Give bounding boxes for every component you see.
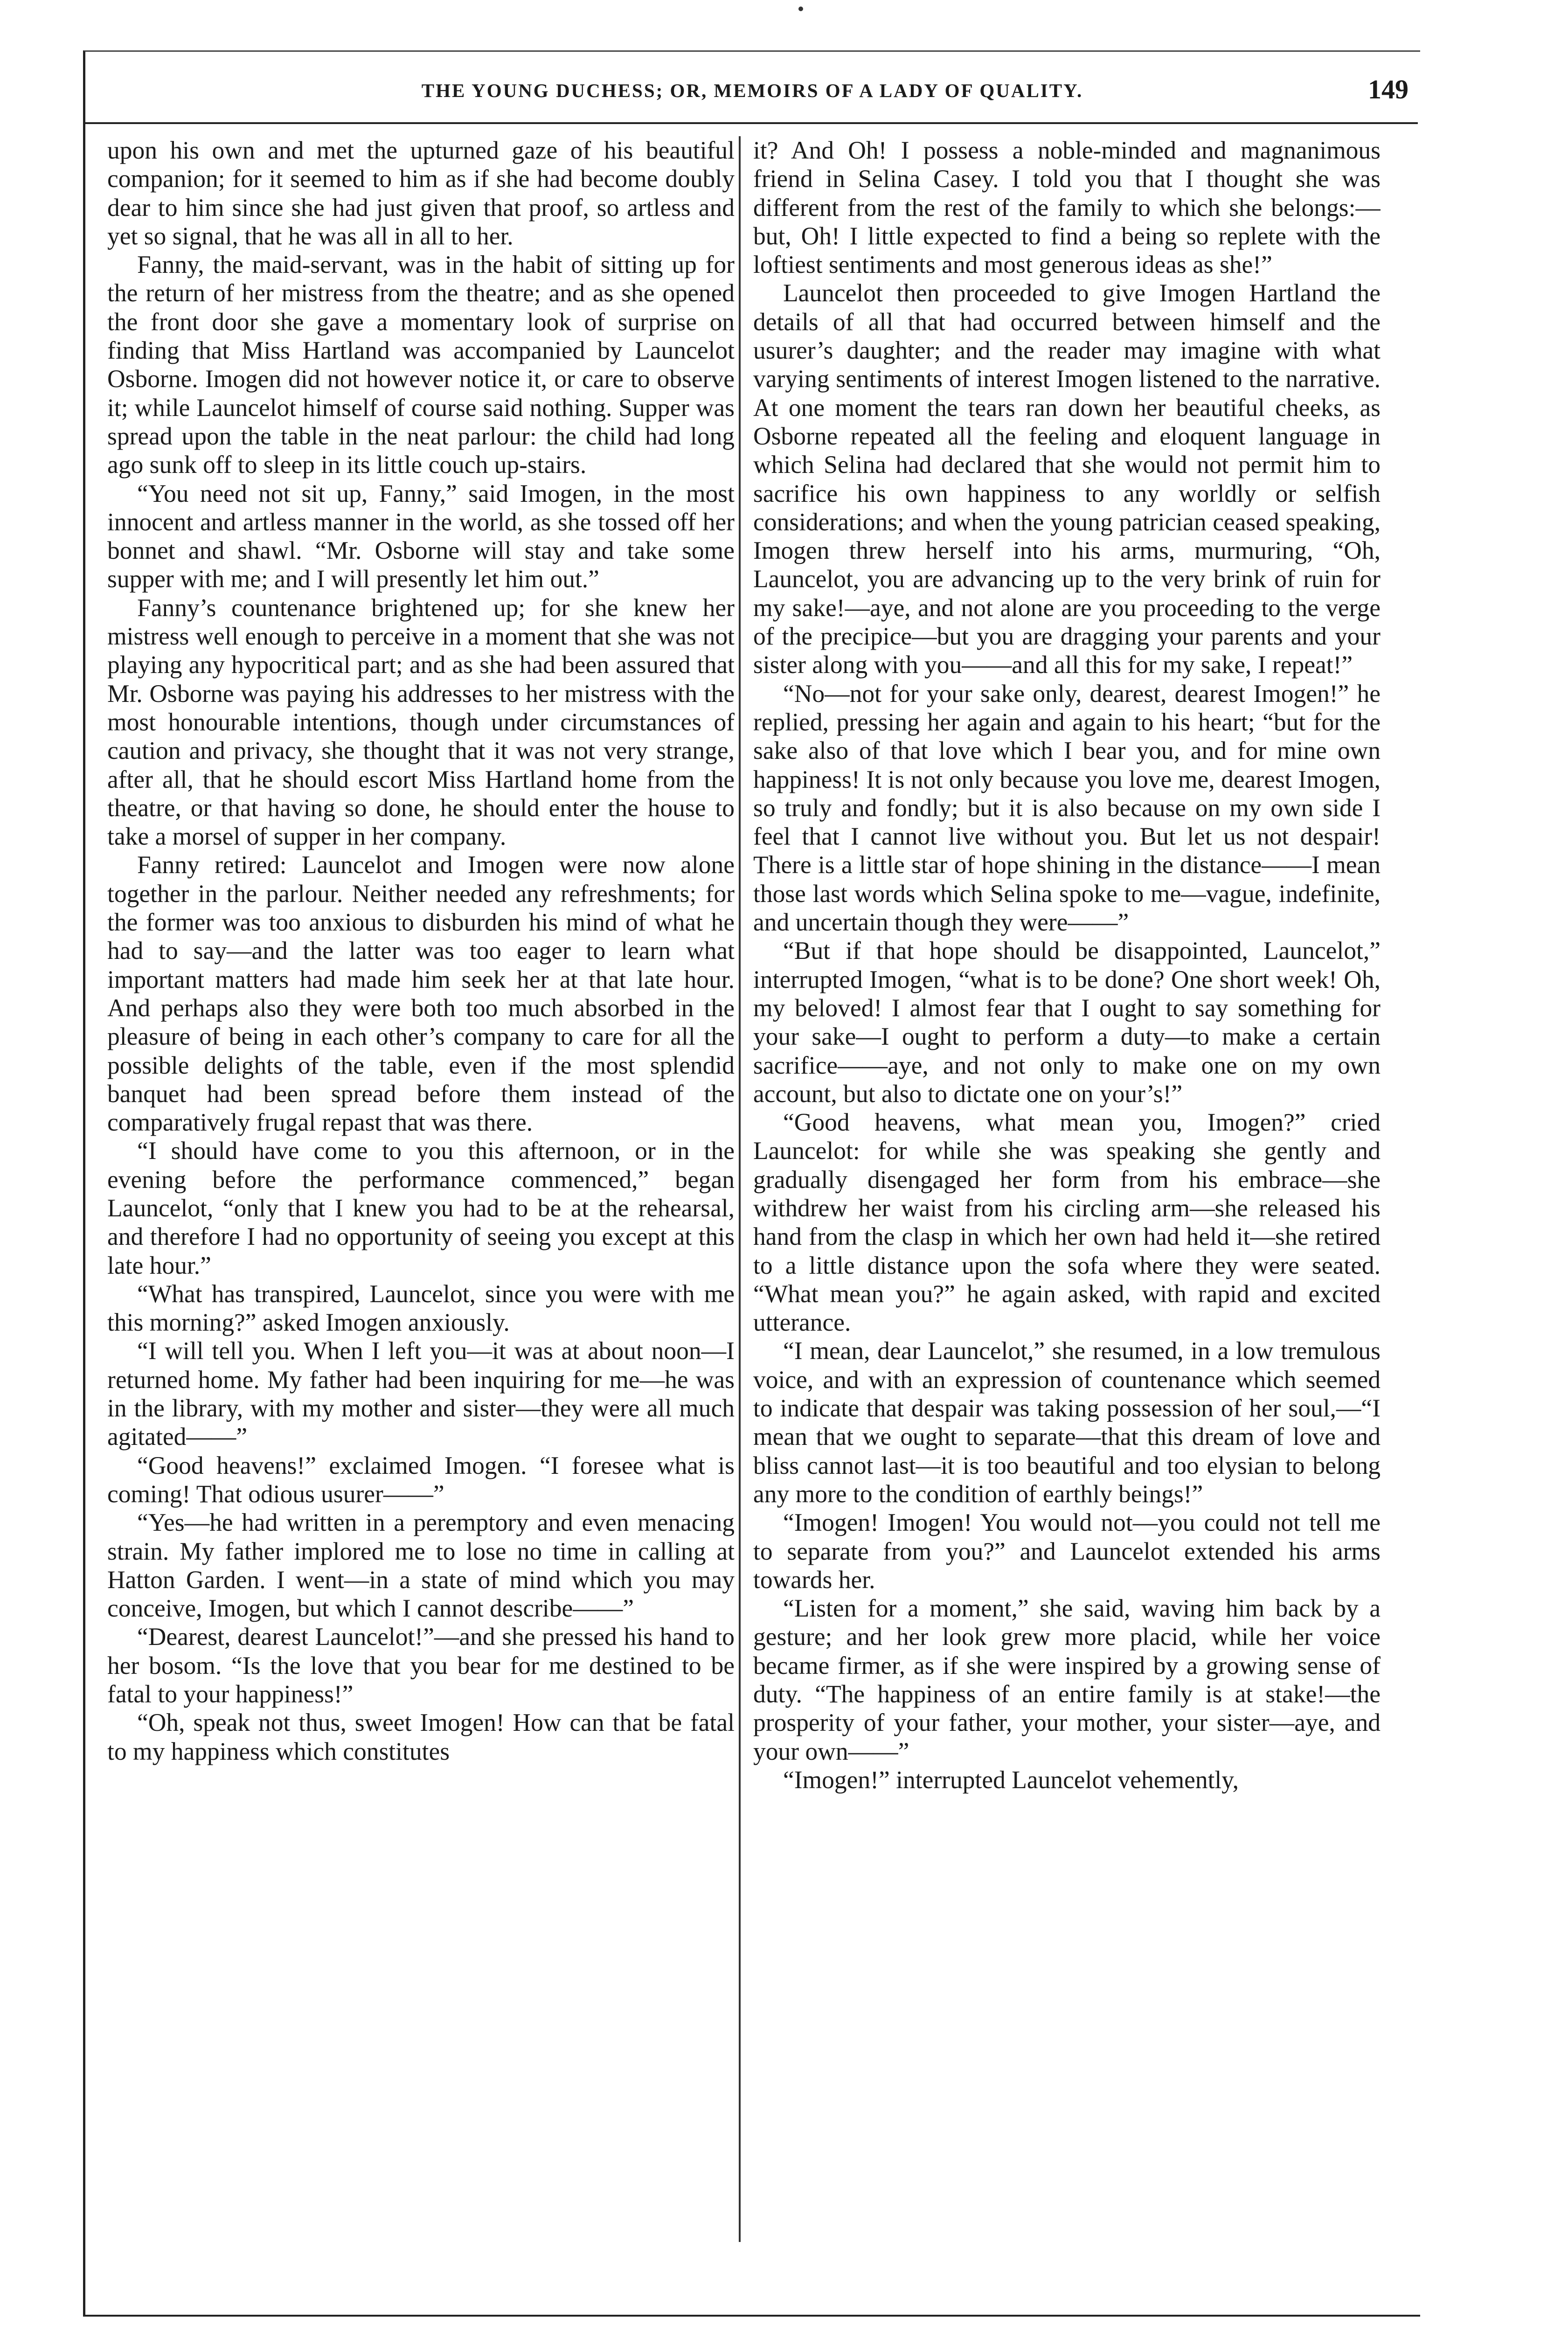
running-title: THE YOUNG DUCHESS; OR, MEMOIRS OF A LADY OF QUALITY. — [421, 80, 1083, 101]
paragraph: Fanny’s countenance brightened up; for she knew her mistress well enough to perceive in a moment that she was not playing any hypocritical part; and as she had been assured that Mr. Osborne was paying his addresses to her mistress with the most honourable intentions, though under circumstances of caution and privacy, she thought that it was not very strange, after all, that he should escort Miss Hartland home from the theatre, or that having so done, he should enter the house to take a morsel of supper in her company. — [107, 593, 735, 851]
paragraph: “I mean, dear Launcelot,” she resumed, in a low tremulous voice, and with an expression of countenance which seemed to indicate that despair was taking possession of her soul,—“I mean that we ought to separate—that this dream of love and bliss cannot last—it is too beautiful and too elysian to belong any more to the condition of earthly beings!” — [753, 1337, 1381, 1508]
paragraph: “No—not for your sake only, dearest, dearest Imogen!” he replied, pressing her again and again to his heart; “but for the sake also of that love which I bear you, and for mine own happiness! It is not only because you love me, dearest Imogen, so truly and fondly; but it is also because on my own side I feel that I cannot live without you. But let us not despair! There is a little star of hope shining in the distance——I mean those last words which Selina spoke to me—vague, indefinite, and uncertain though they were——” — [753, 679, 1381, 937]
paragraph: “Good heavens, what mean you, Imogen?” cried Launcelot: for while she was speaking she gently and gradually disengaged her form from his embrace—she withdrew her waist from his circling arm—she released his hand from the clasp in which her own had held it—she retired to a little distance upon the sofa where they were seated. “What mean you?” he again asked, with rapid and excited utterance. — [753, 1108, 1381, 1337]
paragraph: “But if that hope should be disappointed, Launcelot,” interrupted Imogen, “what is to be done? One short week! Oh, my beloved! I almost fear that I ought to say something for your sake—I ought to perform a duty—to make a certain sacrifice——aye, and not only to make one on my own account, but also to dictate one on your’s!” — [753, 937, 1381, 1108]
paragraph: “What has transpired, Launcelot, since you were with me this morning?” asked Imogen anxiously. — [107, 1279, 735, 1337]
paragraph: “Oh, speak not thus, sweet Imogen! How can that be fatal to my happiness which constitutes — [107, 1708, 735, 1765]
paragraph: “Imogen! Imogen! You would not—you could not tell me to separate from you?” and Launcelot extended his arms towards her. — [753, 1508, 1381, 1594]
paragraph: Fanny retired: Launcelot and Imogen were now alone together in the parlour. Neither needed any refreshments; for the former was too anxious to disburden his mind of what he had to say—and the latter was too eager to learn what important matters had made him seek her at that late hour. And perhaps also they were both too much absorbed in the pleasure of being in each other’s company to care for all the possible delights of the table, even if the most splendid banquet had been spread before them instead of the comparatively frugal repast that was there. — [107, 851, 735, 1137]
paragraph: “I should have come to you this afternoon, or in the evening before the performance commenced,” began Launcelot, “only that I knew you had to be at the rehearsal, and therefore I had no opportunity of seeing you except at this late hour.” — [107, 1137, 735, 1279]
column-divider — [739, 136, 741, 2242]
header-rule — [83, 122, 1418, 124]
paragraph: “You need not sit up, Fanny,” said Imogen, in the most innocent and artless manner in the world, as she tossed off her bonnet and shawl. “Mr. Osborne will stay and take some supper with me; and I will presently let him out.” — [107, 479, 735, 593]
right-column — [753, 136, 1381, 2254]
paragraph: “Listen for a moment,” she said, waving him back by a gesture; and her look grew more placid, while her voice became firmer, as if she were inspired by a growing sense of duty. “The happiness of an entire family is at stake!—the prosperity of your father, your mother, your sister—aye, and your own——” — [753, 1594, 1381, 1765]
paragraph: it? And Oh! I possess a noble-minded and magnanimous friend in Selina Casey. I told you that I thought she was different from the rest of the family to which she belongs:—but, Oh! I little expected to find a being so replete with the loftiest sentiments and most generous ideas as she!” — [753, 136, 1381, 279]
paragraph: Fanny, the maid-servant, was in the habit of sitting up for the return of her mistress from the theatre; and as she opened the front door she gave a momentary look of surprise on finding that Miss Hartland was accompanied by Launcelot Osborne. Imogen did not however notice it, or care to observe it; while Launcelot himself of course said nothing. Supper was spread upon the table in the neat parlour: the child had long ago sunk off to sleep in its little couch up-stairs. — [107, 250, 735, 479]
page-number: 149 — [1368, 74, 1408, 104]
paragraph: Launcelot then proceeded to give Imogen Hartland the details of all that had occurred between himself and the usurer’s daughter; and the reader may imagine with what varying sentiments of interest Imogen listened to the narrative. At one moment the tears ran down her beautiful cheeks, as Osborne repeated all the feeling and eloquent language in which Selina had declared that she would not permit him to sacrifice his own happiness to any worldly or selfish considerations; and when the young patrician ceased speaking, Imogen threw herself into his arms, murmuring, “Oh, Launcelot, you are advancing up to the very brink of ruin for my sake!—aye, and not alone are you proceeding to the verge of the precipice—but you are dragging your parents and your sister along with you——and all this for my sake, I repeat!” — [753, 279, 1381, 679]
paragraph: “I will tell you. When I left you—it was at about noon—I returned home. My father had been inquiring for me—he was in the library, with my mother and sister—they were all much agitated——” — [107, 1337, 735, 1451]
paragraph: upon his own and met the upturned gaze of his beautiful companion; for it seemed to him as if she had become doubly dear to him since she had just given that proof, so artless and yet so signal, that he was all in all to her. — [107, 136, 735, 250]
left-column — [107, 136, 735, 2254]
paragraph: “Imogen!” interrupted Launcelot vehemently, — [783, 1765, 1239, 1794]
paragraph: “Yes—he had written in a peremptory and even menacing strain. My father implored me to lose no time in calling at Hatton Garden. I went—in a state of mind which you may conceive, Imogen, but which I cannot describe——” — [107, 1508, 735, 1623]
paragraph: “Good heavens!” exclaimed Imogen. “I foresee what is coming! That odious usurer——” — [107, 1451, 735, 1508]
ink-speck — [798, 7, 803, 11]
page-header — [83, 70, 1422, 112]
paragraph: “Dearest, dearest Launcelot!”—and she pressed his hand to her bosom. “Is the love that you bear for me destined to be fatal to your happiness!” — [107, 1623, 735, 1708]
